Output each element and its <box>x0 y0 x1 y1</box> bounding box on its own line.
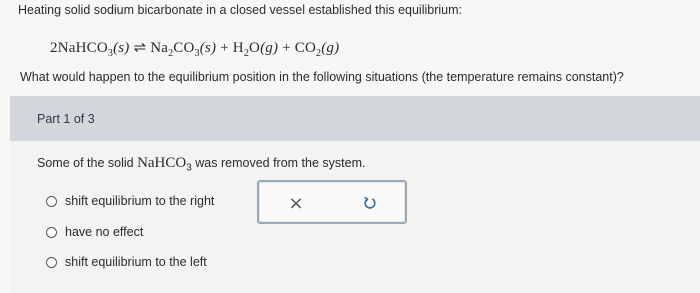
product1-formula: Na <box>150 40 169 56</box>
radio-button[interactable] <box>46 257 57 268</box>
option-label: shift equilibrium to the right <box>65 194 215 208</box>
prompt-sub: 3 <box>186 162 192 174</box>
question-text: What would happen to the equilibrium position in the following situations (the temperature remains constant)? <box>20 70 624 84</box>
reactant-subscript: 3 <box>107 48 114 59</box>
equilibrium-equation <box>50 38 339 59</box>
product2-state: (g) <box>260 40 279 56</box>
reactant-formula: NaHCO <box>57 40 108 56</box>
product3-sub: 2 <box>315 48 322 59</box>
reactant-state: (s) <box>113 40 130 56</box>
product1-state: (s) <box>199 40 217 56</box>
intro-text: Heating solid sodium bicarbonate in a closed vessel established this equilibrium: <box>18 3 462 17</box>
part-prompt <box>37 155 365 174</box>
product2-formula-a: H <box>232 40 244 56</box>
radio-button[interactable] <box>46 227 57 238</box>
x-icon[interactable]: × <box>288 192 304 214</box>
radio-button[interactable] <box>46 196 57 207</box>
product1-sub2: 3 <box>194 48 200 59</box>
prompt-chem: NaHCO <box>137 155 187 171</box>
reactant-coefficient: 2 <box>50 40 58 56</box>
prompt-before: Some of the solid <box>37 156 138 170</box>
product1-mid: CO <box>173 40 195 56</box>
option-label: have no effect <box>65 225 144 239</box>
product2-sub: 2 <box>243 48 250 59</box>
option-shift-right[interactable] <box>46 194 214 208</box>
option-shift-left[interactable] <box>46 255 207 269</box>
product2-formula-b: O <box>249 40 261 56</box>
part-header <box>10 97 700 141</box>
product3-formula: CO <box>294 40 316 56</box>
part-card <box>10 96 700 293</box>
product1-sub1: 2 <box>168 48 174 59</box>
option-no-effect[interactable] <box>46 225 143 239</box>
part-label: Part 1 of 3 <box>37 112 95 126</box>
prompt-after: was removed from the system. <box>191 156 366 170</box>
product3-state: (g) <box>321 40 340 56</box>
equilibrium-arrow: ⇌ <box>133 40 147 56</box>
plus-sign-2: + <box>282 40 291 56</box>
undo-icon[interactable] <box>359 192 381 214</box>
option-label: shift equilibrium to the left <box>65 255 207 269</box>
answer-action-box <box>257 180 407 224</box>
plus-sign: + <box>220 40 229 56</box>
